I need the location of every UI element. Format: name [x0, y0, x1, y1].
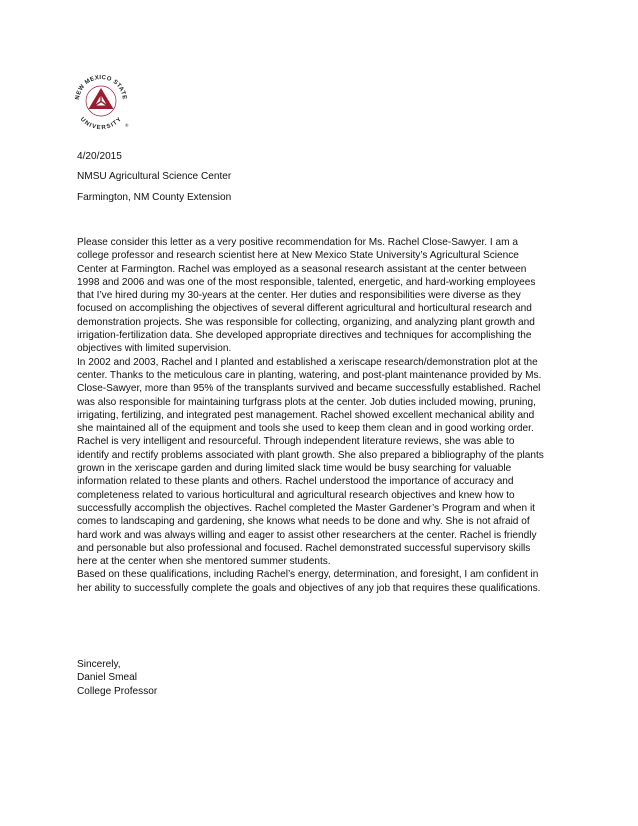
nmsu-logo — [70, 70, 132, 132]
body-line: Close-Sawyer, more than 95% of the transplants survived and became successfully established. Rachel — [77, 383, 541, 395]
body-line: center. Thanks to the meticulous care in planting, watering, and post-plant maintenance provided by Ms. — [77, 369, 542, 381]
body-line: comes to landscaping and gardening, she knows what needs to be done and why. She is not afraid of — [77, 516, 530, 528]
body-line: objectives with limited supervision. — [77, 343, 232, 355]
body-line: here at the center when she mentored summer students. — [77, 556, 331, 568]
body-line: Center at Farmington. Rachel was employed as a seasonal research assistant at the center between — [77, 263, 527, 275]
organization-location: Farmington, NM County Extension — [77, 192, 232, 203]
body-line: irrigating, fertilizing, and integrated pest management. Rachel showed excellent mechanical ability and — [77, 409, 535, 421]
registered-mark: ® — [125, 123, 129, 128]
body-line: In 2002 and 2003, Rachel and I planted and established a xeriscape research/demonstration plot at the — [77, 356, 538, 368]
body-line: completeness related to various horticultural and agricultural research objectives and knew how to — [77, 489, 515, 501]
letter-body — [77, 236, 577, 595]
letter-date: 4/20/2015 — [77, 151, 122, 162]
logo-text-top: NEW MEXICO STATE — [74, 74, 128, 101]
body-line: that I’ve hired during my 30-years at the center. Her duties and responsibilities were diverse as they — [77, 290, 521, 302]
body-line: focused on accomplishing the objectives of several different agricultural and horticultural research and — [77, 303, 532, 315]
body-line: information related to these plants and others. Rachel understood the importance of accuracy and — [77, 476, 514, 488]
signer-title: College Professor — [77, 685, 158, 697]
signer-name: Daniel Smeal — [77, 672, 138, 684]
body-line: she maintained all of the equipment and tools she used to keep them clean and in good working order. — [77, 423, 534, 435]
organization-name: NMSU Agricultural Science Center — [77, 171, 232, 182]
body-line: hard work and was always willing and eager to assist other researchers at the center. Rachel is friendly — [77, 529, 537, 541]
body-line: college professor and research scientist here at New Mexico State University’s Agricultural Science — [77, 250, 519, 262]
body-line: Rachel is very intelligent and resourceful. Through independent literature reviews, she was able to — [77, 436, 515, 448]
body-line: identify and rectify problems associated with plant growth. She also prepared a bibliography of the plants — [77, 449, 544, 461]
body-line: 1998 and 2006 and was one of the most responsible, talented, energetic, and hard-working employees — [77, 276, 536, 288]
body-line: her ability to successfully complete the goals and objectives of any job that requires these qualifications. — [77, 582, 541, 594]
body-line: successfully accomplish the objectives. Rachel completed the Master Gardener’s Program and when it — [77, 502, 535, 514]
body-line: was also responsible for maintaining turfgrass plots at the center. Job duties included mowing, pruning, — [77, 396, 536, 408]
body-line: Based on these qualifications, including Rachel’s energy, determination, and foresight, I am confident in — [77, 569, 539, 581]
body-line: Please consider this letter as a very positive recommendation for Ms. Rachel Close-Sawyer. I am a — [77, 237, 518, 248]
salutation: Sincerely, — [77, 659, 121, 670]
body-line: grown in the xeriscape garden and during limited slack time would be busy searching for valuable — [77, 463, 512, 475]
body-line: irrigation-fertilization data. She developed appropriate directives and techniques for accomplishing the — [77, 330, 532, 342]
body-line: demonstration projects. She was responsible for collecting, organizing, and analyzing plant growth and — [77, 316, 535, 328]
logo-text-bottom: UNIVERSITY — [78, 116, 124, 132]
letter-closing — [77, 658, 157, 698]
body-line: and personable but also professional and focused. Rachel demonstrated successful supervisory skills — [77, 542, 531, 554]
